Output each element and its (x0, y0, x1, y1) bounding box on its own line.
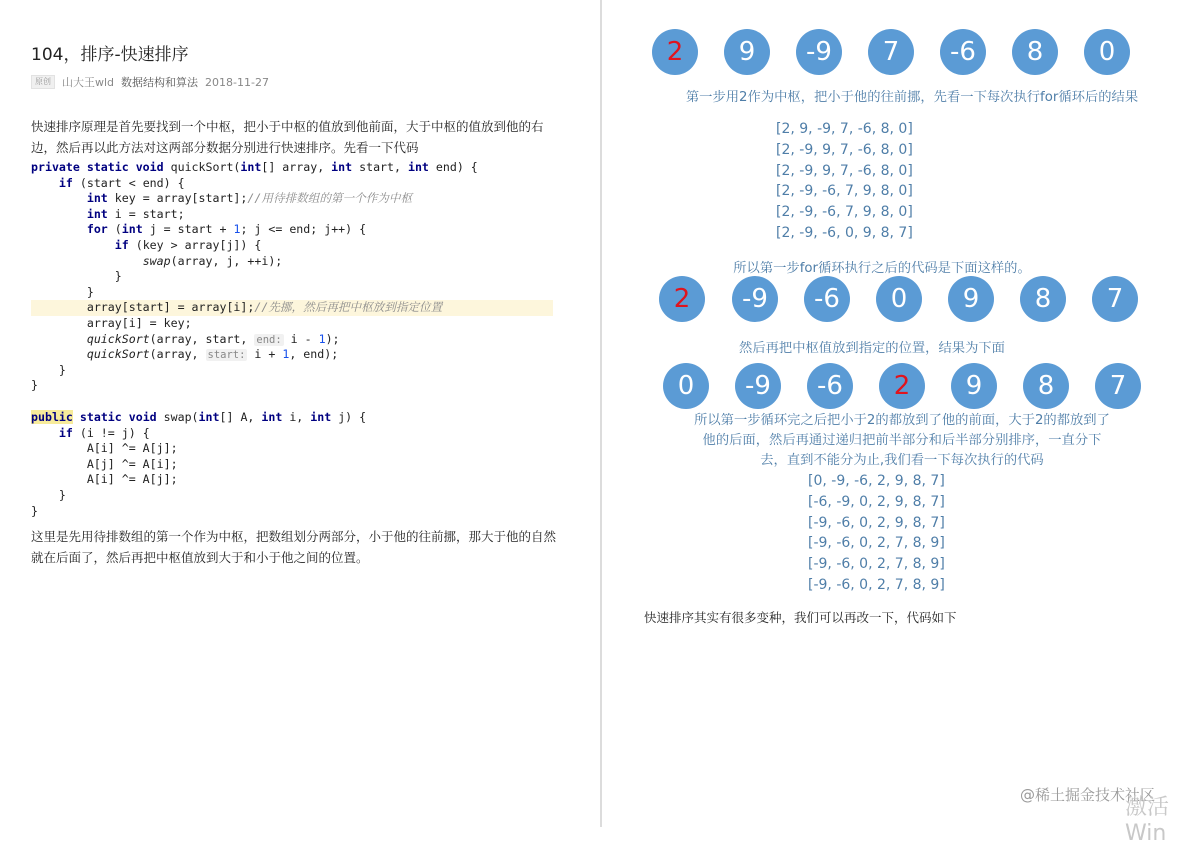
code-line: if (i != j) { (58, 425, 150, 440)
circle-number: 9 (948, 276, 994, 322)
circle-number: 0 (1084, 29, 1130, 75)
code-line: } (31, 378, 38, 393)
code-line: public static void swap(int[] A, int i, int j) { (31, 410, 367, 424)
circle-number: -9 (796, 29, 842, 75)
quicksort-code-block (31, 160, 553, 394)
array-line: [2, -9, 9, 7, -6, 8, 0] (776, 141, 913, 158)
circle-number: 7 (868, 29, 914, 75)
array-line: [-9, -6, 0, 2, 9, 8, 7] (808, 514, 945, 531)
circle-number: -6 (807, 363, 853, 409)
swap-code-block (31, 410, 366, 519)
circle-number: 0 (663, 363, 709, 409)
code-line: A[i] ^= A[j]; (86, 472, 178, 487)
code-line-highlighted: array[start] = array[i];//先挪，然后再把中枢放到指定位置 (31, 300, 553, 316)
code-line: array[i] = key; (86, 315, 192, 330)
array-line: [2, -9, 9, 7, -6, 8, 0] (776, 162, 913, 179)
array-line: [-6, -9, 0, 2, 9, 8, 7] (808, 493, 945, 510)
circle-number: 9 (951, 363, 997, 409)
circle-number: 0 (876, 276, 922, 322)
code-line: } (58, 362, 66, 377)
array-line: [-9, -6, 0, 2, 7, 8, 9] (808, 556, 945, 573)
code-line: if (key > array[j]) { (114, 237, 262, 252)
activation-watermark: 激活 Win (1125, 795, 1170, 846)
param-hint: end: (256, 333, 282, 346)
circle-number: -6 (940, 29, 986, 75)
circle-number: -9 (735, 363, 781, 409)
circle-number: 7 (1095, 363, 1141, 409)
circle-number: 9 (724, 29, 770, 75)
author-link[interactable]: 山大王wld (62, 76, 115, 89)
right-page (602, 0, 1203, 846)
code-line: int key = array[start];//用待排数组的第一个作为中枢 (86, 191, 413, 206)
left-page (0, 0, 600, 827)
circle-number: -6 (804, 276, 850, 322)
code-line: if (start < end) { (58, 175, 185, 190)
step2-caption: 所以第一步for循环执行之后的代码是下面这样的。 (733, 261, 1031, 276)
code-line: A[i] ^= A[j]; (86, 441, 178, 456)
code-line: quickSort(array, start: i + 1, end); (86, 347, 339, 362)
code-line: } (58, 487, 66, 502)
intro-paragraph: 快速排序原理是首先要找到一个中枢，把小于中枢的值放到他前面，大于中枢的值放到他的右边，然后再以此方法对这两部分数据分别进行快速排序。先看一下代码 (31, 119, 544, 155)
code-line: for (int j = start + 1; j <= end; j++) { (86, 222, 367, 237)
code-line: } (114, 269, 122, 284)
step4-caption: 所以第一步循环完之后把小于2的都放到了他的前面，大于2的都放到了 他的后面，然后再通过递归把前半部分和后半部分别排序，一直分下 去，直到不能分为止,我们看一下每次执行的代码 (694, 413, 1110, 468)
array-line: [2, -9, -6, 0, 9, 8, 7] (776, 224, 913, 241)
code-line: quickSort(array, start, end: i - 1); (86, 331, 340, 346)
publish-date: 2018-11-27 (205, 75, 269, 89)
site-watermark: @稀土掘金技术社区 (1020, 786, 1156, 804)
code-line: } (86, 284, 94, 299)
circle-number: -9 (732, 276, 778, 322)
array-line: [-9, -6, 0, 2, 7, 8, 9] (808, 535, 945, 552)
circle-number: 8 (1012, 29, 1058, 75)
code-line: private static void quickSort(int[] array, int start, int end) { (31, 160, 478, 174)
circle-number: 7 (1092, 276, 1138, 322)
circle-pivot: 2 (659, 276, 705, 322)
param-hint: start: (207, 349, 246, 362)
category-link[interactable]: 数据结构和算法 (121, 76, 199, 89)
array-line: [2, -9, -6, 7, 9, 8, 0] (776, 183, 913, 200)
code-line: swap(array, j, ++i); (142, 253, 283, 268)
circle-number: 8 (1020, 276, 1066, 322)
circle-number: 8 (1023, 363, 1069, 409)
tail-paragraph: 快速排序其实有很多变种，我们可以再改一下，代码如下 (644, 610, 957, 625)
article-title: 104，排序-快速排序 (31, 45, 189, 65)
code-line: A[j] ^= A[i]; (86, 456, 178, 471)
circle-pivot: 2 (652, 29, 698, 75)
original-badge: 原创 (31, 75, 55, 89)
array-trace-2 (808, 471, 945, 596)
article-meta (31, 74, 269, 90)
step3-caption: 然后再把中枢值放到指定的位置，结果为下面 (739, 341, 1005, 356)
outro-paragraph: 这里是先用待排数组的第一个作为中枢，把数组划分两部分，小于他的往前挪，那大于他的自然就在后面了，然后再把中枢值放到大于和小于他之间的位置。 (31, 529, 557, 565)
code-line: int i = start; (86, 206, 185, 221)
code-line: } (31, 503, 38, 518)
array-line: [2, -9, -6, 7, 9, 8, 0] (776, 204, 913, 221)
circle-pivot: 2 (879, 363, 925, 409)
array-line: [0, -9, -6, 2, 9, 8, 7] (808, 473, 945, 489)
array-line: [-9, -6, 0, 2, 7, 8, 9] (808, 576, 945, 593)
array-line: [2, 9, -9, 7, -6, 8, 0] (776, 121, 913, 137)
array-trace-1 (776, 119, 913, 244)
step1-caption: 第一步用2作为中枢，把小于他的往前挪，先看一下每次执行for循环后的结果 (685, 90, 1139, 105)
